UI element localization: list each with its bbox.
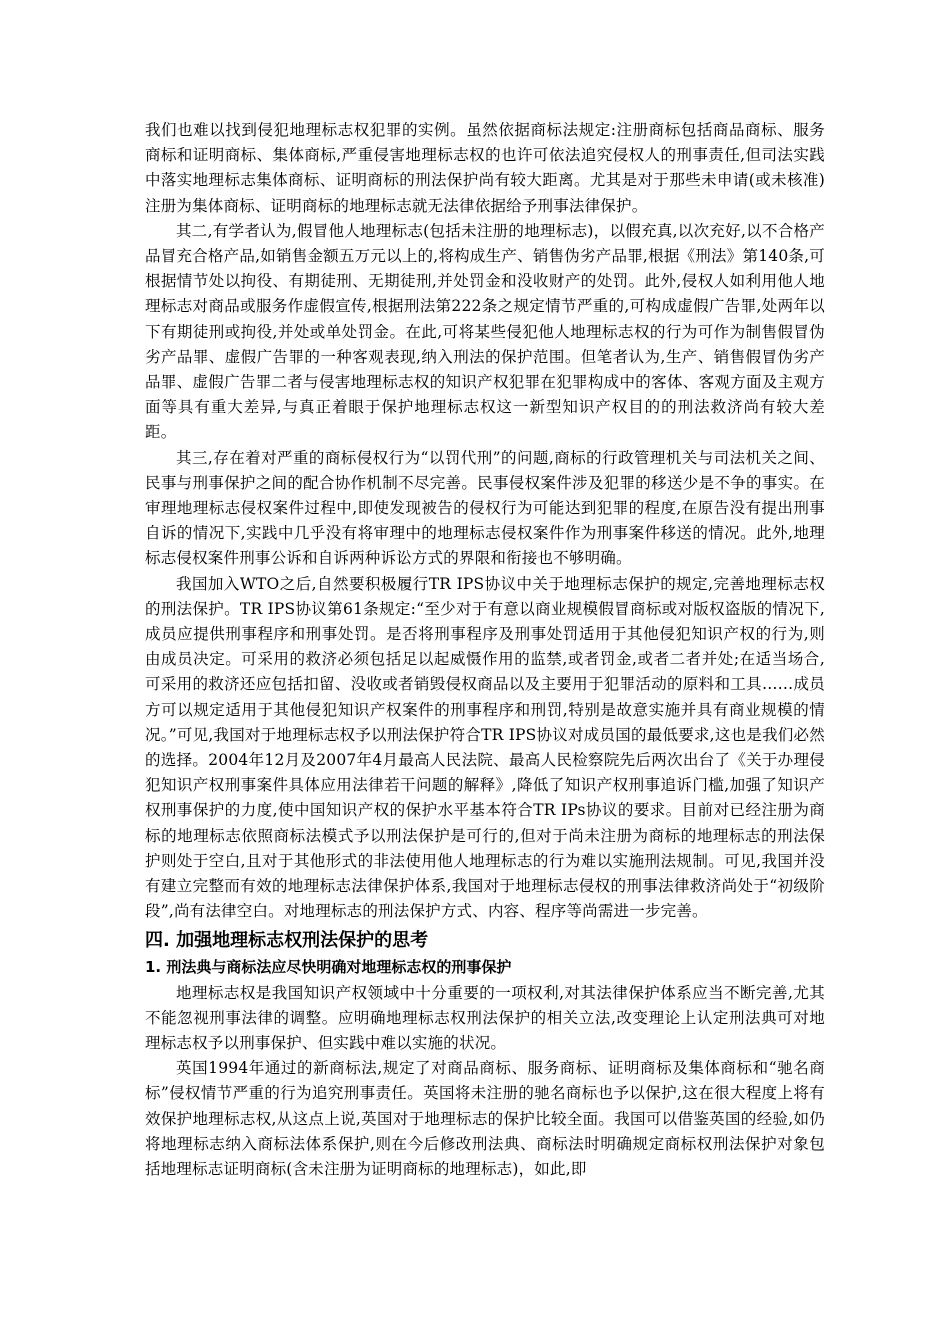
paragraph-point-two: 其二,有学者认为,假冒他人地理标志(包括未注册的地理标志)，以假充真,以次充好,以不合格产品冒充合格产品,如销售金额五万元以上的,将构成生产、销售伪劣产品罪,根据《刑法》第140条,可根据情节处以拘役、有期徒刑、无期徒刑,并处罚金和没收财产的处罚。此外,侵权人如利用他人地理标志对商品或服务作虚假宣传,根据刑法第222条之规定情节严重的,可构成虚假广告罪,处两年以下有期徒刑或拘役,并处或单处罚金。在此,可将某些侵犯他人地理标志权的行为可作为制售假冒伪劣产品罪、虚假广告罪的一种客观表现,纳入刑法的保护范围。但笔者认为,生产、销售假冒伪劣产品罪、虚假广告罪二者与侵害地理标志权的知识产权犯罪在犯罪构成中的客体、客观方面及主观方面等具有重大差异,与真正着眼于保护地理标志权这一新型知识产权目的的刑法救济尚有较大差距。 (145, 221, 825, 442)
paragraph-uk-example: 英国1994年通过的新商标法,规定了对商品商标、服务商标、证明商标及集体商标和“驰名商标”侵权情节严重的行为追究刑事责任。英国将未注册的驰名商标也予以保护,这在很大程度上将有效保护地理标志权,从这点上说,英国对于地理标志的保护比较全面。我国可以借鉴英国的经验,如仍将地理标志纳入商标法体系保护,则在今后修改刑法典、商标法时明确规定商标权刑法保护对象包括地理标志证明商标(含未注册为证明商标的地理标志)，如此,即 (145, 1059, 825, 1178)
subsection-heading: 1. 刑法典与商标法应尽快明确对地理标志权的刑事保护 (145, 957, 512, 976)
document-page (145, 118, 825, 1182)
section-heading: 四. 加强地理标志权刑法保护的思考 (145, 929, 429, 951)
paragraph-continuation: 我们也难以找到侵犯地理标志权犯罪的实例。虽然依据商标法规定:注册商标包括商品商标、服务商标和证明商标、集体商标,严重侵害地理标志权的也许可依法追究侵权人的刑事责任,但司法实践中落实地理标志集体商标、证明商标的刑法保护尚有较大距离。尤其是对于那些未申请(或未核准)注册为集体商标、证明商标的地理标志就无法律依据给予刑事法律保护。 (145, 121, 825, 215)
paragraph-trips: 我国加入WTO之后,自然要积极履行TR IPS协议中关于地理标志保护的规定,完善地理标志权的刑法保护。TR IPS协议第61条规定:“至少对于有意以商业规模假冒商标或对版权盗版的情况下,成员应提供刑事程序和刑事处罚。是否将刑事程序及刑事处罚适用于其他侵犯知识产权的行为,则由成员决定。可采用的救济必须包括足以起威慑作用的监禁,或者罚金,或者二者并处;在适当场合,可采用的救济还应包括扣留、没收或者销毁侵权商品以及主要用于犯罪活动的原料和工具……成员方可以规定适用于其他侵犯知识产权案件的刑事程序和刑罚,特别是故意实施并具有商业规模的情况。”可见,我国对于地理标志权予以刑法保护符合TR IPS协议对成员国的最低要求,这也是我们必然的选择。2004年12月及2007年4月最高人民法院、最高人民检察院先后两次出台了《关于办理侵犯知识产权刑事案件具体应用法律若干问题的解释》,降低了知识产权刑事追诉门槛,加强了知识产权刑事保护的力度,使中国知识产权的保护水平基本符合TR IPs协议的要求。目前对已经注册为商标的地理标志依照商标法模式予以刑法保护是可行的,但对于尚未注册为商标的地理标志的刑法保护则处于空白,且对于其他形式的非法使用他人地理标志的行为难以实施刑法规制。可见,我国并没有建立完整而有效的地理标志法律保护体系,我国对于地理标志侵权的刑事法律救济尚处于“初级阶段”,尚有法律空白。对地理标志的刑法保护方式、内容、程序等尚需进一步完善。 (145, 574, 825, 921)
paragraph-point-three: 其三,存在着对严重的商标侵权行为“以罚代刑”的问题,商标的行政管理机关与司法机关之间、民事与刑事保护之间的配合协作机制不尽完善。民事侵权案件涉及犯罪的移送少是不争的事实。在审理地理标志侵权案件过程中,即使发现被告的侵权行为可能达到犯罪的程度,在原告没有提出刑事自诉的情况下,实践中几乎没有将审理中的地理标志侵权案件作为刑事案件移送的情况。此外,地理标志侵权案件刑事公诉和自诉两种诉讼方式的界限和衔接也不够明确。 (145, 448, 825, 568)
paragraph-legislation: 地理标志权是我国知识产权领域中十分重要的一项权利,对其法律保护体系应当不断完善,尤其不能忽视刑事法律的调整。应明确地理标志权刑法保护的相关立法,改变理论上认定刑法典可对地理标志权予以刑事保护、但实践中难以实施的状况。 (145, 983, 825, 1052)
